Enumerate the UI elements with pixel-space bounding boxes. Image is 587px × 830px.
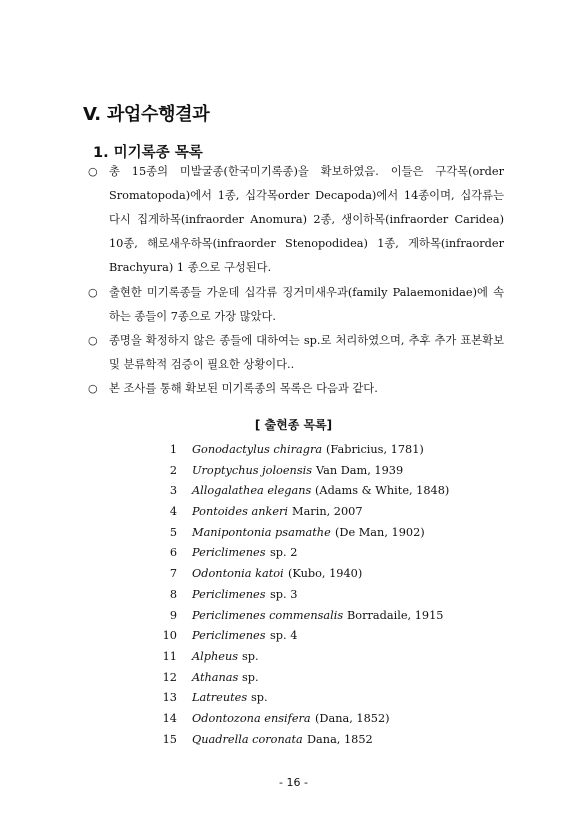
species-row: [150, 688, 510, 709]
paragraph-text: 출현한 미기록종들 가운데 십각류 징거미새우과(family Palaemonidae)에 속하는 종들이 7종으로 가장 많았다.: [109, 286, 504, 323]
species-row: [150, 585, 510, 606]
paragraph-text: 총 15종의 미발굴종(한국미기록종)을 확보하였음. 이들은 구각목(order Sromatopoda)에서 1종, 십각목order Decapoda)에서 14종이며, 십각류는 다시 집게하목(infraorder Anomura) 2종, 생이하목(infraorder Caridea) 10종, 해로새우하목(infraorder Stenopodidea) 1종, 게하목(infraorder Brachyura) 1 종으로 구성된다.: [109, 165, 504, 274]
species-name: Latreutes: [192, 691, 248, 705]
chapter-title: V. 과업수행결과: [83, 104, 210, 125]
species-row: [150, 730, 510, 751]
species-name: Odontonia katoi: [192, 567, 284, 581]
species-row: [150, 647, 510, 668]
species-authority: Borradaile, 1915: [347, 608, 444, 622]
bullet-circle-icon: ○: [88, 382, 98, 395]
species-number: 11: [162, 649, 177, 663]
section-title: 1. 미기록종 목록: [93, 145, 203, 161]
species-name: Allogalathea elegans: [192, 484, 312, 498]
species-number: 7: [169, 567, 177, 581]
species-number: 3: [169, 484, 177, 498]
species-authority: (Fabricius, 1781): [326, 443, 424, 456]
species-name: Periclimenes: [192, 587, 266, 601]
bullet-paragraph: [88, 329, 504, 377]
species-authority: sp. 2: [270, 546, 298, 560]
species-number: 8: [169, 587, 177, 601]
species-name: Periclimenes commensalis: [192, 608, 344, 622]
species-authority: (Kubo, 1940): [288, 567, 363, 581]
bullet-circle-icon: ○: [88, 286, 98, 299]
species-name: Alpheus: [192, 649, 239, 663]
bullet-paragraph: [88, 377, 504, 401]
bullet-circle-icon: ○: [88, 165, 98, 178]
species-authority: (Dana, 1852): [315, 711, 390, 725]
species-row: [150, 668, 510, 689]
species-row: [150, 709, 510, 730]
species-row: [150, 626, 510, 647]
species-authority: (De Man, 1902): [335, 525, 425, 539]
species-name: Periclimenes: [192, 629, 266, 643]
species-row: [150, 523, 510, 544]
species-number: 4: [169, 505, 177, 519]
species-name: Athanas: [192, 670, 239, 684]
species-name: Odontozona ensifera: [192, 711, 311, 725]
species-authority: sp.: [242, 670, 259, 684]
species-number: 9: [169, 608, 177, 622]
species-authority: Marin, 2007: [292, 505, 363, 519]
species-name: Pontoides ankeri: [192, 505, 289, 519]
species-number: 13: [162, 691, 177, 705]
species-row: [150, 543, 510, 564]
species-name: Manipontonia psamathe: [192, 525, 331, 539]
species-row: [150, 606, 510, 627]
species-name: Gonodactylus chiragra: [192, 443, 323, 456]
species-authority: sp. 3: [270, 587, 298, 601]
species-number: 15: [162, 732, 177, 746]
species-row: [150, 461, 510, 482]
species-number: 2: [169, 463, 177, 477]
species-authority: sp.: [251, 691, 268, 705]
species-number: 6: [169, 546, 177, 560]
bullet-paragraph: [88, 281, 504, 329]
species-name: Periclimenes: [192, 546, 266, 560]
species-number: 5: [169, 525, 177, 539]
species-list: [150, 440, 510, 750]
paragraph-text: 본 조사를 통해 확보된 미기록종의 목록은 다음과 같다.: [109, 382, 378, 395]
species-authority: sp.: [242, 649, 259, 663]
species-authority: Dana, 1852: [307, 732, 373, 746]
species-authority: Van Dam, 1939: [316, 463, 404, 477]
species-row: [150, 440, 510, 461]
species-number: 12: [162, 670, 177, 684]
species-number: 10: [162, 629, 177, 643]
bullet-paragraph: [88, 160, 504, 280]
species-name: Quadrella coronata: [192, 732, 303, 746]
bullet-circle-icon: ○: [88, 334, 98, 347]
page-number: - 16 -: [279, 776, 308, 789]
species-row: [150, 481, 510, 502]
species-authority: (Adams & White, 1848): [315, 484, 450, 498]
species-list-heading: [ 출현종 목록]: [254, 418, 333, 432]
species-row: [150, 564, 510, 585]
paragraph-text: 종명을 확정하지 않은 종들에 대하여는 sp.로 처리하였으며, 추후 추가 표본확보 및 분류학적 검증이 필요한 상황이다..: [109, 334, 504, 371]
species-row: [150, 502, 510, 523]
species-number: 1: [169, 443, 177, 456]
species-name: Uroptychus joloensis: [192, 463, 313, 477]
species-number: 14: [162, 711, 177, 725]
species-authority: sp. 4: [270, 629, 298, 643]
